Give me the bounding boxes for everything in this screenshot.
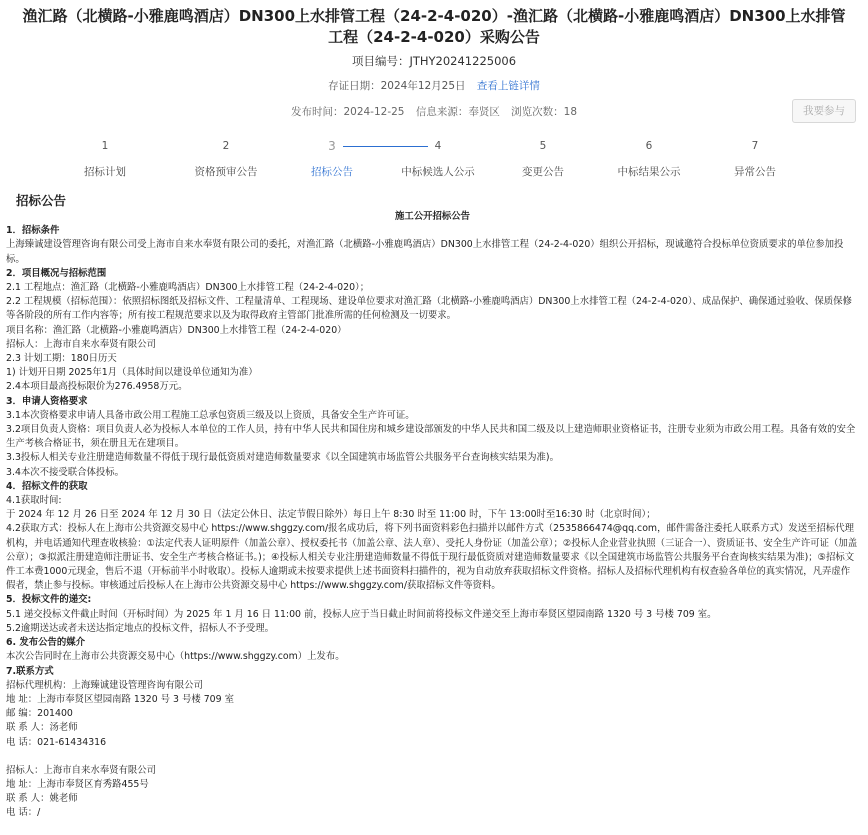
step-number: 1 (101, 140, 109, 152)
step-label: 资格预审公告 (194, 166, 258, 178)
step-number: 7 (751, 140, 759, 152)
step-label: 中标结果公示 (617, 166, 681, 178)
view-chain-details-link[interactable]: 查看上链详情 (476, 80, 540, 92)
process-steps (0, 138, 868, 184)
body-paragraph: 电 话：/ (6, 807, 41, 819)
info-source: 信息来源：奉贤区 (415, 106, 500, 118)
step-label: 招标计划 (84, 166, 126, 178)
body-paragraph: 5.2逾期送达或者未送达指定地点的投标文件，招标人不予受理。 (6, 622, 275, 634)
body-paragraph: 3.4本次不接受联合体投标。 (6, 466, 125, 478)
body-paragraph: 2.4本项目最高投标限价为276.4958万元。 (6, 381, 188, 393)
announcement-heading: 施工公开招标公告 (394, 211, 470, 222)
body-paragraph: 1) 计划开日期 2025年1月（具体时间以建设单位通知为准） (6, 367, 258, 379)
step-3[interactable] (277, 138, 387, 179)
step-label: 变更公告 (522, 166, 564, 178)
body-section-heading: 5．投标文件的递交: (6, 594, 92, 606)
step-2[interactable] (171, 138, 281, 179)
announcement-body (6, 224, 859, 820)
body-paragraph: 5.1 递交投标文件截止时间（开标时间）为 2025 年 1 月 16 日 11:00 前，投标人应于当日截止时间前将投标文件递交至上海市奉贤区望园南路 1320 号 3 号楼 709 室。 (6, 608, 717, 620)
body-paragraph: 招标人：上海市自来水奉贤有限公司 (6, 764, 157, 776)
body-section-heading: 3．申请人资格要求 (6, 395, 88, 407)
body-paragraph: 3.1本次资格要求申请人具备市政公用工程施工总承包资质三级及以上资质，具备安全生产许可证。 (6, 409, 415, 421)
body-paragraph: 项目名称：渔汇路（北横路-小雅鹿鸣酒店）DN300上水排管工程（24-2-4-020） (6, 324, 347, 336)
step-6[interactable] (594, 138, 704, 179)
step-1[interactable] (50, 138, 160, 179)
section-title: 招标公告 (16, 193, 67, 208)
body-paragraph: 2.3 计划工期：180日历天 (6, 353, 117, 365)
body-paragraph: 地 址：上海市奉贤区望园南路 1320 号 3 号楼 709 室 (6, 693, 234, 705)
step-4[interactable] (383, 138, 493, 179)
body-paragraph: 于 2024 年 12 月 26 日至 2024 年 12 月 30 日（法定公休日、法定节假日除外）每日上午 8:30 时至 11:00 时，下午 13:00时至16:30 时（北京时间）； (6, 509, 656, 521)
body-section-heading: 4．招标文件的获取 (6, 480, 88, 492)
body-paragraph: 2.1 工程地点：渔汇路（北横路-小雅鹿鸣酒店）DN300上水排管工程（24-2-4-020）； (6, 282, 370, 294)
body-paragraph: 招标人：上海市自来水奉贤有限公司 (6, 338, 157, 350)
body-paragraph: 邮 编：201400 (6, 708, 73, 720)
step-number: 2 (222, 140, 230, 152)
body-section-heading: 6. 发布公告的媒介 (6, 637, 85, 649)
body-paragraph: 地 址：上海市奉贤区育秀路455号 (6, 778, 149, 790)
page-title: 渔汇路（北横路-小雅鹿鸣酒店）DN300上水排管工程（24-2-4-020）-渔汇路（北横路-小雅鹿鸣酒店）DN300上水排管工程（24-2-4-020）采购公告 (22, 7, 846, 46)
body-paragraph: 本次公告同时在上海市公共资源交易中心（https://www.shggzy.com）上发布。 (6, 651, 345, 663)
body-paragraph: 3.2项目负责人资格：项目负责人必为投标人本单位的工作人员，持有中华人民共和国住房和城乡建设部颁发的中华人民共和国二级及以上建造师职业资格证书，注册专业须为市政公用工程。具备有效的安全生产考核合格证书，须在册且无在建项目。 (6, 424, 856, 450)
body-paragraph (6, 750, 859, 764)
body-section-heading: 1．招标条件 (6, 225, 60, 237)
step-label: 中标候选人公示 (401, 166, 475, 178)
step-number: 4 (434, 140, 442, 152)
body-paragraph: 4.1获取时间: (6, 495, 62, 507)
body-paragraph: 4.2获取方式：投标人在上海市公共资源交易中心 https://www.shggzy.com/报名成功后，将下列书面资料彩色扫描并以邮件方式（2535866474@qq.com，邮件需备注委托人联系方式）发送至招标代理机构，并电话通知代理查收核验：①法定代表人证明原件（加盖公章）、授权委托书（加盖公章、法人章）、受托人身份证（加盖公章）；②投标人企业营业执照（三证合一）、资质证书、安全生产许可证（加盖公章）；③拟派注册建造师注册证书、安全生产考核合格证书。)；④投标人相关专业注册建造师数量不得低于现行最低资质对建造师数量要求《以全国建筑市场监管公共服务平台查询核实结果为准)；⑤招标文件工本费1000元现金，售后不退（开标前半小时收取）。投标人逾期或未按要求提供上述书面资料扫描件的，视为自动放弃获取招标文件资格。招标人及招标代理机构有权查验各单位的真实情况，凡弄虚作假者，禁止参与投标。审核通过后投标人在上海市公共资源交易中心 https://www.shggzy.com/获取招标文件等资料。 (6, 523, 858, 592)
project-number: 项目编号：JTHY20241225006 (351, 54, 517, 68)
body-paragraph: 上海臻诚建设管理咨询有限公司受上海市自来水奉贤有限公司的委托，对渔汇路（北横路-小雅鹿鸣酒店）DN300上水排管工程（24-2-4-020）组织公开招标，现诚邀符合投标单位资质要求的单位参加投标。 (6, 239, 844, 265)
publish-time: 发布时间：2024-12-25 (290, 106, 405, 118)
step-number: 3 (328, 139, 336, 153)
join-button[interactable]: 我要参与 (792, 99, 856, 123)
body-paragraph: 联 系 人：汤老师 (6, 722, 78, 734)
body-paragraph: 招标代理机构：上海臻诚建设管理咨询有限公司 (6, 679, 203, 691)
body-section-heading: 2．项目概况与招标范围 (6, 267, 107, 279)
body-paragraph: 联 系 人：姚老师 (6, 793, 78, 805)
body-paragraph: 3.3投标人相关专业注册建造师数量不得低于现行最低资质对建造师数量要求《以全国建筑市场监管公共服务平台查询核实结果为准)。 (6, 452, 559, 464)
deposit-date: 存证日期：2024年12月25日 (328, 80, 466, 92)
step-label: 异常公告 (734, 166, 776, 178)
step-number: 5 (539, 140, 547, 152)
step-label: 招标公告 (311, 166, 353, 178)
view-count: 浏览次数：18 (511, 106, 578, 118)
step-7[interactable] (700, 138, 810, 179)
meta-info (0, 104, 868, 119)
announcement-content (6, 210, 859, 821)
step-number: 6 (645, 140, 653, 152)
deposit-info (0, 78, 868, 93)
body-paragraph: 电 话：021-61434316 (6, 736, 107, 748)
body-paragraph: 2.2 工程规模（招标范围）：依照招标图纸及招标文件、工程量清单、工程现场、建设单位要求对渔汇路（北横路-小雅鹿鸣酒店）DN300上水排管工程（24-2-4-020）、成品保护、确保通过验收、保质保修等各阶段的所有工作内容等；所有按工程规范要求以及为取得政府主管部门批准所需的任何检测及一切要求。 (6, 296, 852, 322)
body-section-heading: 7.联系方式 (6, 665, 54, 677)
step-5[interactable] (488, 138, 598, 179)
